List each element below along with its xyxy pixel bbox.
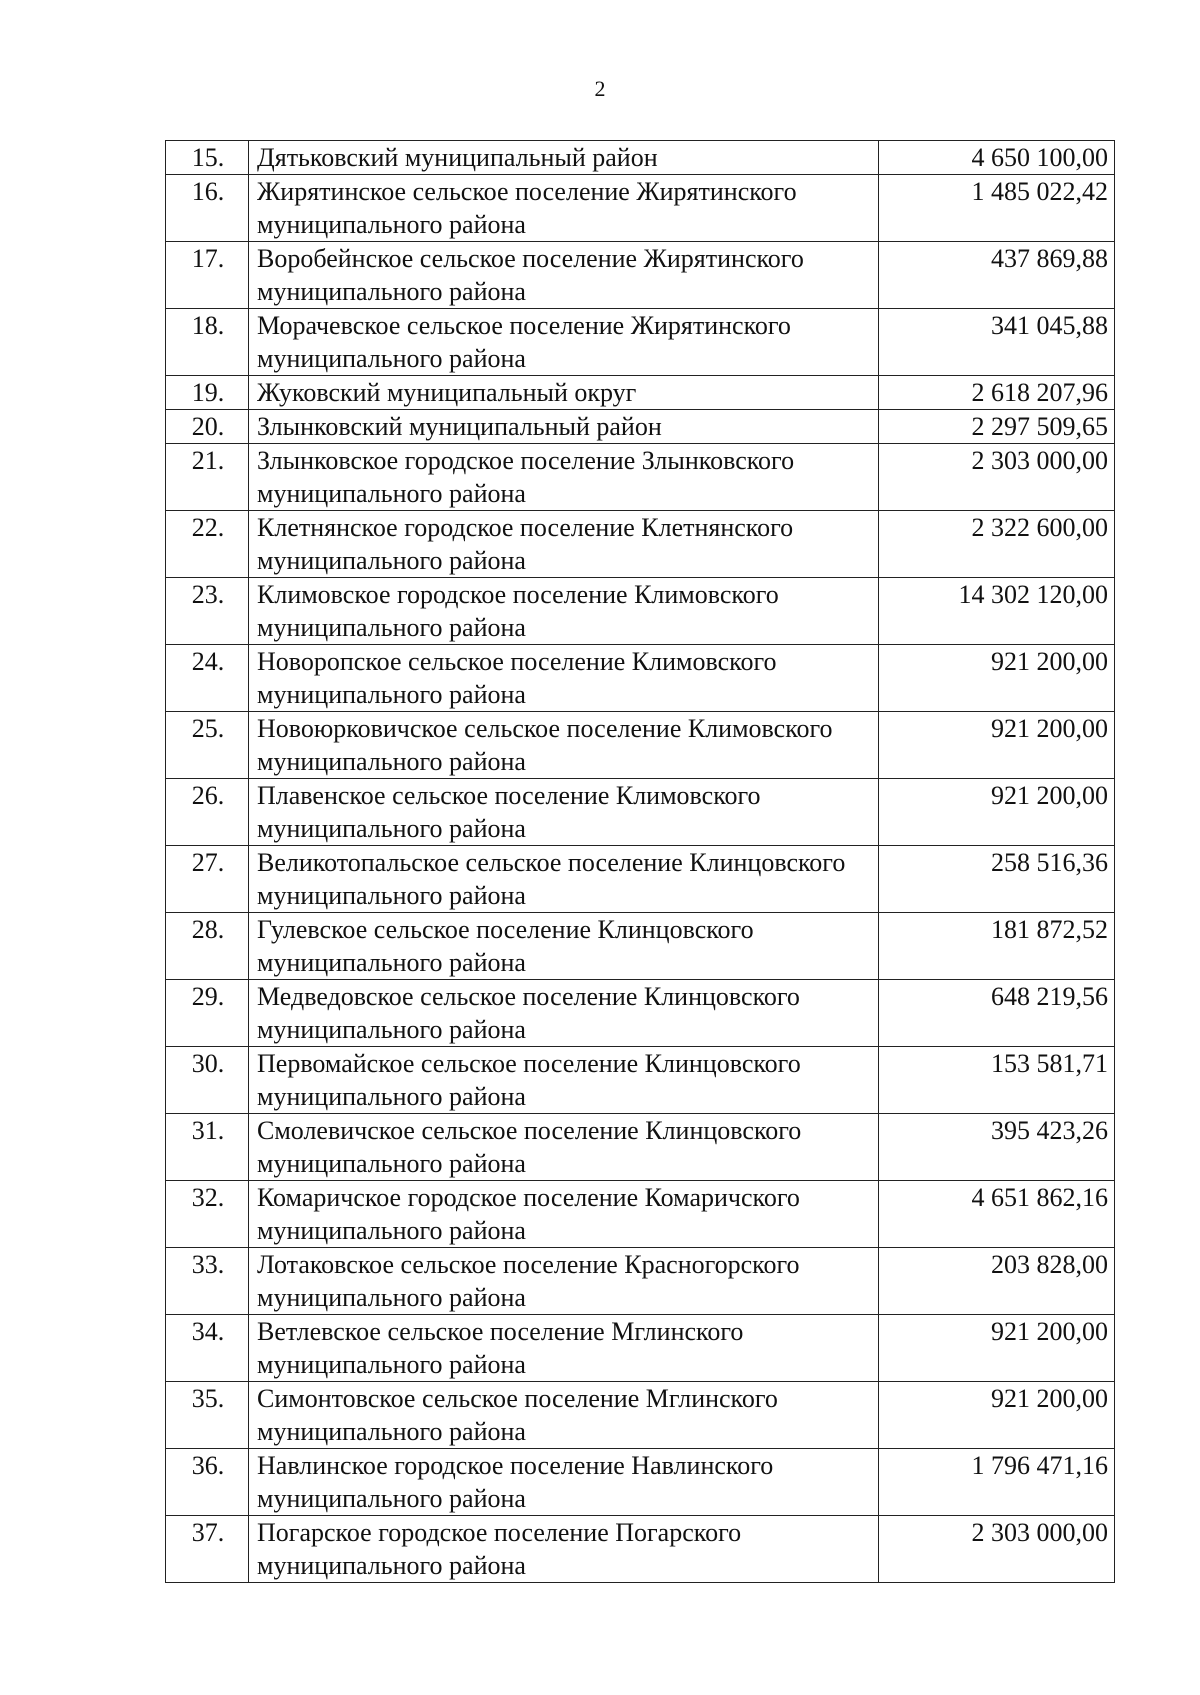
row-number: 37. — [166, 1516, 249, 1583]
amount: 648 219,56 — [879, 980, 1115, 1047]
amount: 181 872,52 — [879, 913, 1115, 980]
row-number: 30. — [166, 1047, 249, 1114]
row-number: 32. — [166, 1181, 249, 1248]
municipality-name: Лотаковское сельское поселение Красногорского муниципального района — [249, 1248, 879, 1315]
table-row — [166, 779, 1115, 846]
table-row — [166, 1181, 1115, 1248]
municipality-name: Злынковское городское поселение Злынковского муниципального района — [249, 444, 879, 511]
table-row — [166, 578, 1115, 645]
row-number: 25. — [166, 712, 249, 779]
amount: 437 869,88 — [879, 242, 1115, 309]
municipality-name: Медведовское сельское поселение Клинцовского муниципального района — [249, 980, 879, 1047]
amount: 2 322 600,00 — [879, 511, 1115, 578]
amount: 921 200,00 — [879, 712, 1115, 779]
municipality-name: Гулевское сельское поселение Клинцовского муниципального района — [249, 913, 879, 980]
table-row — [166, 980, 1115, 1047]
table-row — [166, 376, 1115, 410]
row-number: 15. — [166, 141, 249, 175]
table-row — [166, 1382, 1115, 1449]
amount: 341 045,88 — [879, 309, 1115, 376]
municipality-name: Первомайское сельское поселение Клинцовского муниципального района — [249, 1047, 879, 1114]
municipality-name: Навлинское городское поселение Навлинского муниципального района — [249, 1449, 879, 1516]
row-number: 17. — [166, 242, 249, 309]
row-number: 16. — [166, 175, 249, 242]
row-number: 35. — [166, 1382, 249, 1449]
municipality-name: Комаричское городское поселение Комаричского муниципального района — [249, 1181, 879, 1248]
table-row — [166, 1248, 1115, 1315]
table-row — [166, 1047, 1115, 1114]
table-row — [166, 242, 1115, 309]
row-number: 19. — [166, 376, 249, 410]
municipality-name: Жуковский муниципальный округ — [249, 376, 879, 410]
table-row — [166, 175, 1115, 242]
row-number: 22. — [166, 511, 249, 578]
municipality-name: Великотопальское сельское поселение Клинцовского муниципального района — [249, 846, 879, 913]
amount: 1 796 471,16 — [879, 1449, 1115, 1516]
municipality-name: Клетнянское городское поселение Клетнянского муниципального района — [249, 511, 879, 578]
municipality-name: Плавенское сельское поселение Климовского муниципального района — [249, 779, 879, 846]
amount: 395 423,26 — [879, 1114, 1115, 1181]
table-row — [166, 1315, 1115, 1382]
table-row — [166, 1449, 1115, 1516]
table-row — [166, 444, 1115, 511]
allocation-table — [165, 140, 1115, 1583]
municipality-name: Воробейнское сельское поселение Жирятинского муниципального района — [249, 242, 879, 309]
row-number: 27. — [166, 846, 249, 913]
row-number: 28. — [166, 913, 249, 980]
row-number: 29. — [166, 980, 249, 1047]
municipality-name: Погарское городское поселение Погарского муниципального района — [249, 1516, 879, 1583]
amount: 921 200,00 — [879, 1382, 1115, 1449]
municipality-name: Морачевское сельское поселение Жирятинского муниципального района — [249, 309, 879, 376]
table-row — [166, 511, 1115, 578]
row-number: 34. — [166, 1315, 249, 1382]
amount: 258 516,36 — [879, 846, 1115, 913]
amount: 2 303 000,00 — [879, 1516, 1115, 1583]
row-number: 26. — [166, 779, 249, 846]
row-number: 33. — [166, 1248, 249, 1315]
row-number: 21. — [166, 444, 249, 511]
table-row — [166, 410, 1115, 444]
municipality-name: Дятьковский муниципальный район — [249, 141, 879, 175]
municipality-name: Ветлевское сельское поселение Мглинского муниципального района — [249, 1315, 879, 1382]
municipality-name: Жирятинское сельское поселение Жирятинского муниципального района — [249, 175, 879, 242]
table-row — [166, 846, 1115, 913]
municipality-name: Злынковский муниципальный район — [249, 410, 879, 444]
amount: 14 302 120,00 — [879, 578, 1115, 645]
municipality-name: Симонтовское сельское поселение Мглинского муниципального района — [249, 1382, 879, 1449]
table-row — [166, 1516, 1115, 1583]
municipality-name: Новоропское сельское поселение Климовского муниципального района — [249, 645, 879, 712]
page-number: 2 — [594, 76, 606, 101]
amount: 2 303 000,00 — [879, 444, 1115, 511]
table-row — [166, 645, 1115, 712]
table-row — [166, 309, 1115, 376]
amount: 921 200,00 — [879, 1315, 1115, 1382]
amount: 2 297 509,65 — [879, 410, 1115, 444]
amount: 921 200,00 — [879, 779, 1115, 846]
table-row — [166, 712, 1115, 779]
municipality-name: Смолевичское сельское поселение Клинцовского муниципального района — [249, 1114, 879, 1181]
amount: 921 200,00 — [879, 645, 1115, 712]
row-number: 24. — [166, 645, 249, 712]
table-row — [166, 913, 1115, 980]
municipality-name: Климовское городское поселение Климовского муниципального района — [249, 578, 879, 645]
amount: 203 828,00 — [879, 1248, 1115, 1315]
amount: 1 485 022,42 — [879, 175, 1115, 242]
table-row — [166, 141, 1115, 175]
amount: 4 650 100,00 — [879, 141, 1115, 175]
row-number: 23. — [166, 578, 249, 645]
amount: 153 581,71 — [879, 1047, 1115, 1114]
table-row — [166, 1114, 1115, 1181]
row-number: 20. — [166, 410, 249, 444]
amount: 2 618 207,96 — [879, 376, 1115, 410]
municipality-name: Новоюрковичское сельское поселение Климовского муниципального района — [249, 712, 879, 779]
row-number: 31. — [166, 1114, 249, 1181]
row-number: 18. — [166, 309, 249, 376]
row-number: 36. — [166, 1449, 249, 1516]
amount: 4 651 862,16 — [879, 1181, 1115, 1248]
